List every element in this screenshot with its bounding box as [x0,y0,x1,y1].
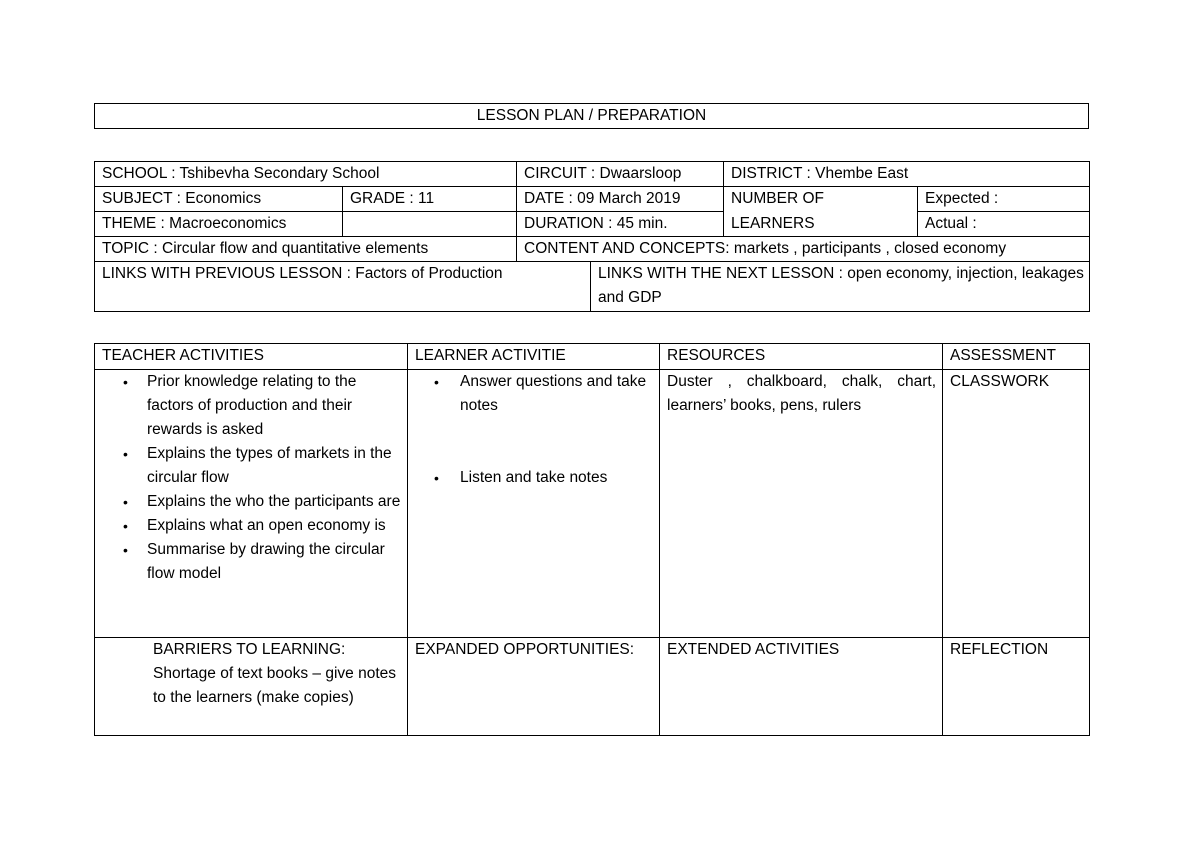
reflection-cell: REFLECTION [943,638,1090,736]
lesson-plan-title-text: LESSON PLAN / PREPARATION [476,107,707,124]
content-cell: CONTENT AND CONCEPTS: markets , participants , closed economy [517,237,1090,262]
list-item: • Explains what an open economy is [95,514,407,538]
learner-activities-list [408,370,659,490]
theme-cell: THEME : Macroeconomics [95,212,343,237]
barriers-cell [95,638,408,736]
links-next-cell: LINKS WITH THE NEXT LESSON : open economy, injection, leakages and GDP [591,262,1090,312]
resources-cell: Duster , chalkboard, chalk, chart, learners’ books, pens, rulers [660,370,943,638]
grade-cell: GRADE : 11 [343,187,517,212]
assessment-cell: CLASSWORK [943,370,1090,638]
empty-cell [343,212,517,237]
extended-activities-cell: EXTENDED ACTIVITIES [660,638,943,736]
lesson-plan-title [94,103,1089,129]
header-learner-activities: LEARNER ACTIVITIE [408,344,660,370]
circuit-cell: CIRCUIT : Dwaarsloop [517,162,724,187]
teacher-activities-cell [95,370,408,638]
teacher-activities-list [95,370,407,586]
header-assessment: ASSESSMENT [943,344,1090,370]
district-cell: DISTRICT : Vhembe East [724,162,1090,187]
expected-cell: Expected : [918,187,1090,212]
list-item: • Answer questions and take notes [408,370,659,418]
learner-activities-cell [408,370,660,638]
actual-cell: Actual : [918,212,1090,237]
number-of-learners-label-bottom: LEARNERS [724,212,918,237]
barriers-label: BARRIERS TO LEARNING: [153,641,346,658]
topic-cell: TOPIC : Circular flow and quantitative elements [95,237,517,262]
subject-cell: SUBJECT : Economics [95,187,343,212]
bullet-icon: • [434,374,439,390]
bullet-icon: • [434,470,439,486]
lesson-links-table [94,261,1090,312]
header-resources: RESOURCES [660,344,943,370]
school-cell: SCHOOL : Tshibevha Secondary School [95,162,517,187]
list-item: • Prior knowledge relating to the factors of production and their rewards is asked [95,370,407,442]
expanded-opportunities-cell: EXPANDED OPPORTUNITIES: [408,638,660,736]
list-item: • Explains the types of markets in the circular flow [95,442,407,490]
date-cell: DATE : 09 March 2019 [517,187,724,212]
list-item: • Listen and take notes [408,466,659,490]
list-spacer [408,418,659,466]
bullet-icon: • [123,542,128,558]
barriers-text: Shortage of text books – give notes to the learners (make copies) [153,665,396,706]
activities-table [94,343,1090,736]
list-item: • Explains the who the participants are [95,490,407,514]
bullet-icon: • [123,446,128,462]
header-teacher-activities: TEACHER ACTIVITIES [95,344,408,370]
bullet-icon: • [123,494,128,510]
bullet-icon: • [123,374,128,390]
lesson-info-table [94,161,1090,262]
list-item: • Summarise by drawing the circular flow model [95,538,407,586]
bullet-icon: • [123,518,128,534]
links-previous-cell: LINKS WITH PREVIOUS LESSON : Factors of Production [95,262,591,312]
number-of-learners-label-top: NUMBER OF [724,187,918,212]
duration-cell: DURATION : 45 min. [517,212,724,237]
